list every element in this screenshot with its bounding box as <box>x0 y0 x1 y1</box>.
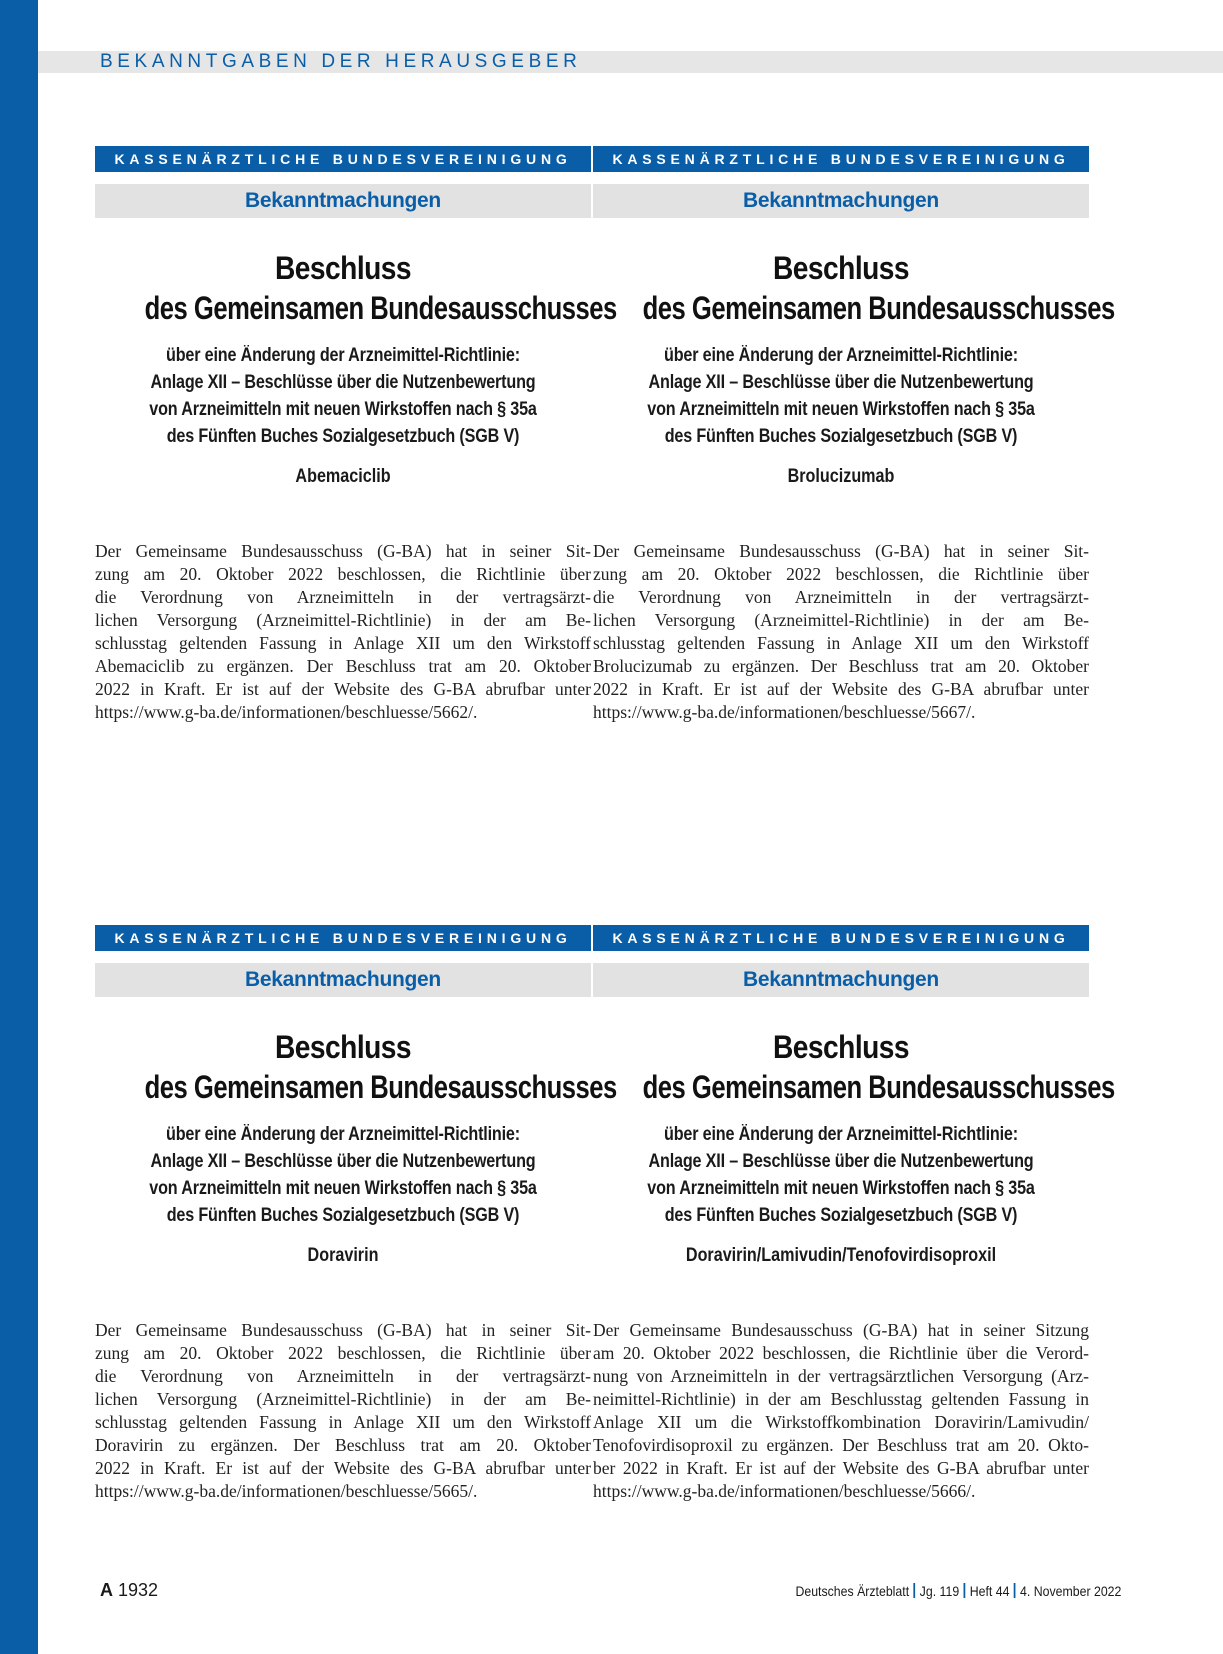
body-line: schlusstag geltenden Fassung in Anlage XII um den Wirkstoff <box>593 633 1089 653</box>
org-banner: KASSENÄRZTLICHE BUNDESVEREINIGUNG <box>95 146 591 172</box>
drug-name: Abemaciclib <box>295 466 391 487</box>
body-line: lichen Versorgung (Arzneimittel-Richtlinie) in der am Be- <box>95 610 591 630</box>
announcement-body <box>95 540 591 724</box>
page-number-value: 1932 <box>118 1580 159 1600</box>
journal-name: Deutsches Ärzteblatt <box>795 1583 909 1599</box>
title-line: des Gemeinsamen Bundesausschusses <box>144 290 617 326</box>
subtitle-line: des Fünften Buches Sozialgesetzbuch (SGB V) <box>166 426 520 447</box>
body-line: die Verordnung von Arzneimitteln in der vertragsärzt- <box>593 587 1089 607</box>
announcement-body <box>95 1319 591 1503</box>
body-line: https://www.g-ba.de/informationen/beschluesse/5665/. <box>95 1481 478 1501</box>
body-line: 2022 in Kraft. Er ist auf der Website des G-BA abrufbar unter <box>95 1458 591 1478</box>
body-line: Der Gemeinsame Bundesausschuss (G-BA) hat in seiner Sit- <box>593 541 1089 561</box>
announcement-panel <box>593 925 1115 1503</box>
body-line: Der Gemeinsame Bundesausschuss (G-BA) hat in seiner Sit- <box>95 541 591 561</box>
org-banner: KASSENÄRZTLICHE BUNDESVEREINIGUNG <box>593 925 1089 951</box>
subtitle-line: des Fünften Buches Sozialgesetzbuch (SGB V) <box>166 1205 520 1226</box>
announcement-panel <box>95 925 617 1503</box>
title-line: Beschluss <box>772 250 910 286</box>
subtitle-line: über eine Änderung der Arzneimittel-Richtlinie: <box>664 1124 1018 1145</box>
body-line: Abemaciclib zu ergänzen. Der Beschluss trat am 20. Oktober <box>95 656 591 676</box>
title-line: des Gemeinsamen Bundesausschusses <box>642 290 1115 326</box>
resolution-title <box>593 248 1115 328</box>
journal-info <box>795 1581 1121 1601</box>
separator <box>1013 1583 1015 1598</box>
subtitle-line: Anlage XII – Beschlüsse über die Nutzenbewertung <box>648 372 1034 393</box>
category-banner: Bekanntmachungen <box>95 184 591 218</box>
subtitle-line: über eine Änderung der Arzneimittel-Richtlinie: <box>166 345 520 366</box>
resolution-subtitle <box>593 1121 1089 1229</box>
body-line: Doravirin zu ergänzen. Der Beschluss trat am 20. Oktober <box>95 1435 591 1455</box>
subtitle-line: Anlage XII – Beschlüsse über die Nutzenbewertung <box>648 1151 1034 1172</box>
body-line: https://www.g-ba.de/informationen/beschluesse/5666/. <box>593 1481 976 1501</box>
body-line: Anlage XII um die Wirkstoffkombination Doravirin/Lamivudin/ <box>593 1412 1089 1432</box>
announcement-panel <box>95 146 617 724</box>
category-banner: Bekanntmachungen <box>95 963 591 997</box>
separator <box>963 1583 965 1598</box>
separator <box>913 1583 915 1598</box>
resolution-subtitle <box>95 1121 591 1229</box>
body-line: die Verordnung von Arzneimitteln in der vertragsärzt- <box>95 1366 591 1386</box>
body-line: Tenofovirdisoproxil zu ergänzen. Der Beschluss trat am 20. Okto- <box>593 1435 1089 1455</box>
title-line: des Gemeinsamen Bundesausschusses <box>642 1069 1115 1105</box>
subtitle-line: Anlage XII – Beschlüsse über die Nutzenbewertung <box>150 372 536 393</box>
body-line: lichen Versorgung (Arzneimittel-Richtlinie) in der am Be- <box>95 1389 591 1409</box>
journal-date: 4. November 2022 <box>1019 1583 1121 1599</box>
subtitle-line: Anlage XII – Beschlüsse über die Nutzenbewertung <box>150 1151 536 1172</box>
body-line: zung am 20. Oktober 2022 beschlossen, die Richtlinie über <box>593 564 1089 584</box>
body-line: zung am 20. Oktober 2022 beschlossen, die Richtlinie über <box>95 564 591 584</box>
title-line: Beschluss <box>274 1029 412 1065</box>
org-banner: KASSENÄRZTLICHE BUNDESVEREINIGUNG <box>95 925 591 951</box>
body-line: zung am 20. Oktober 2022 beschlossen, die Richtlinie über <box>95 1343 591 1363</box>
subtitle-line: des Fünften Buches Sozialgesetzbuch (SGB V) <box>664 1205 1018 1226</box>
subtitle-line: über eine Änderung der Arzneimittel-Richtlinie: <box>664 345 1018 366</box>
title-line: des Gemeinsamen Bundesausschusses <box>144 1069 617 1105</box>
body-line: https://www.g-ba.de/informationen/beschluesse/5667/. <box>593 702 976 722</box>
body-line: ber 2022 in Kraft. Er ist auf der Website des G-BA abrufbar unter <box>593 1458 1089 1478</box>
body-line: Der Gemeinsame Bundesausschuss (G-BA) hat in seiner Sit- <box>95 1320 591 1340</box>
subtitle-line: von Arzneimitteln mit neuen Wirkstoffen nach § 35a <box>647 399 1035 420</box>
body-line: https://www.g-ba.de/informationen/beschluesse/5662/. <box>95 702 478 722</box>
body-line: lichen Versorgung (Arzneimittel-Richtlinie) in der am Be- <box>593 610 1089 630</box>
title-line: Beschluss <box>772 1029 910 1065</box>
resolution-title <box>95 248 617 328</box>
resolution-title <box>593 1027 1115 1107</box>
side-color-bar <box>0 0 38 1654</box>
body-line: 2022 in Kraft. Er ist auf der Website des G-BA abrufbar unter <box>95 679 591 699</box>
body-line: am 20. Oktober 2022 beschlossen, die Richtlinie über die Verord- <box>593 1343 1089 1363</box>
subtitle-line: des Fünften Buches Sozialgesetzbuch (SGB V) <box>664 426 1018 447</box>
subtitle-line: über eine Änderung der Arzneimittel-Richtlinie: <box>166 1124 520 1145</box>
category-banner: Bekanntmachungen <box>593 963 1089 997</box>
body-line: 2022 in Kraft. Er ist auf der Website des G-BA abrufbar unter <box>593 679 1089 699</box>
drug-name: Doravirin/Lamivudin/Tenofovirdisoproxil <box>685 1245 997 1266</box>
subtitle-line: von Arzneimitteln mit neuen Wirkstoffen nach § 35a <box>149 1178 537 1199</box>
org-banner: KASSENÄRZTLICHE BUNDESVEREINIGUNG <box>593 146 1089 172</box>
page-number <box>100 1578 158 1602</box>
drug-name: Doravirin <box>307 1245 379 1266</box>
subtitle-line: von Arzneimitteln mit neuen Wirkstoffen nach § 35a <box>149 399 537 420</box>
title-line: Beschluss <box>274 250 412 286</box>
section-header: BEKANNTGABEN DER HERAUSGEBER <box>100 51 582 72</box>
announcement-panel <box>593 146 1115 724</box>
journal-volume: Jg. 119 <box>919 1583 959 1599</box>
body-line: neimittel-Richtlinie) in der am Beschlusstag geltenden Fassung in <box>593 1389 1089 1409</box>
body-line: schlusstag geltenden Fassung in Anlage XII um den Wirkstoff <box>95 633 591 653</box>
journal-issue: Heft 44 <box>969 1583 1010 1599</box>
category-banner: Bekanntmachungen <box>593 184 1089 218</box>
page-prefix: A <box>100 1580 113 1600</box>
resolution-title <box>95 1027 617 1107</box>
drug-name: Brolucizumab <box>787 466 895 487</box>
body-line: nung von Arzneimitteln in der vertragsärztlichen Versorgung (Arz- <box>593 1366 1089 1386</box>
body-line: Der Gemeinsame Bundesausschuss (G-BA) hat in seiner Sitzung <box>593 1320 1089 1340</box>
body-line: die Verordnung von Arzneimitteln in der vertragsärzt- <box>95 587 591 607</box>
subtitle-line: von Arzneimitteln mit neuen Wirkstoffen nach § 35a <box>647 1178 1035 1199</box>
body-line: Brolucizumab zu ergänzen. Der Beschluss trat am 20. Oktober <box>593 656 1089 676</box>
body-line: schlusstag geltenden Fassung in Anlage XII um den Wirkstoff <box>95 1412 591 1432</box>
resolution-subtitle <box>593 342 1089 450</box>
resolution-subtitle <box>95 342 591 450</box>
announcement-body <box>593 540 1089 724</box>
announcement-body <box>593 1319 1089 1503</box>
